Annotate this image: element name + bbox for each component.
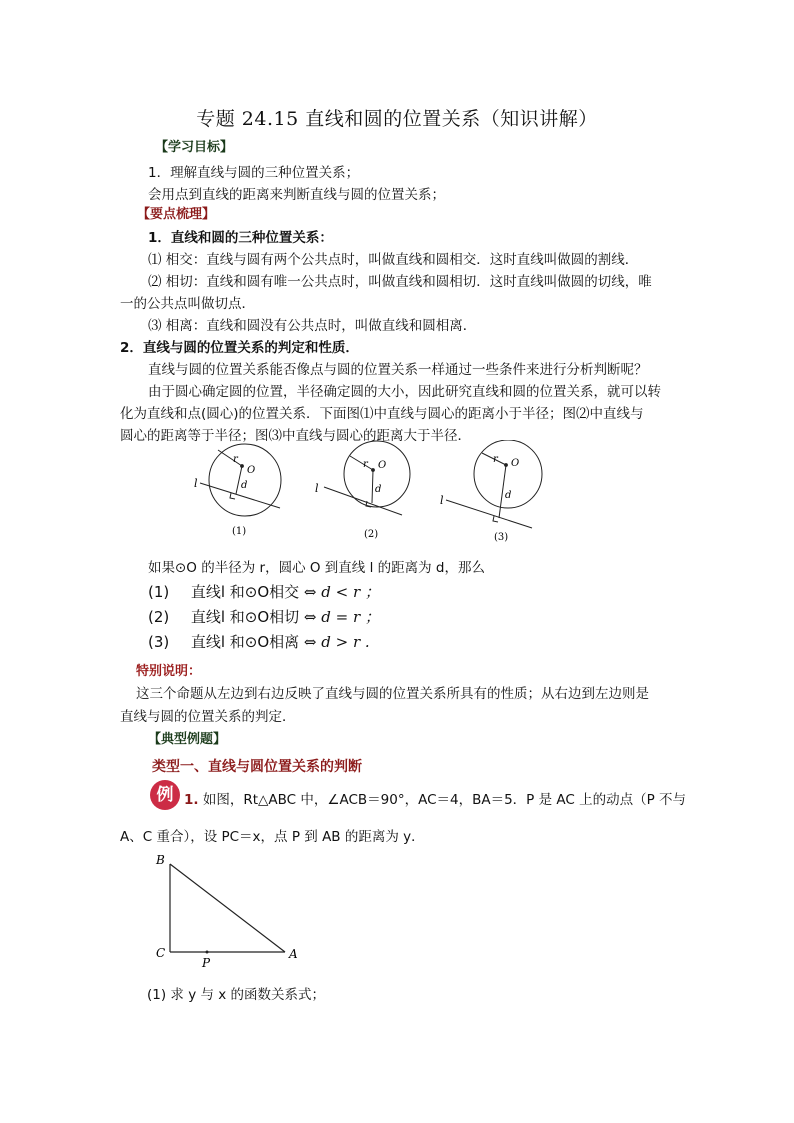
vertex-a-label: A [289,947,298,961]
figure-1-d-label: d [241,480,248,491]
condition-2 [148,606,380,627]
para2-line1: 由于圆心确定圆的位置，半径确定圆的大小，因此研究直线和圆的位置关系，就可以转 [148,384,661,400]
vertex-b-label: B [156,853,165,867]
figure-2-caption: (2) [364,529,379,540]
example-number: 1. [184,792,199,808]
para1: 直线与圆的位置关系能否像点与圆的位置关系一样通过一些条件来进行分析判断呢？ [148,362,648,378]
conditions-intro: 如果⊙O 的半径为 r，圆心 O 到直线 l 的距离为 d，那么 [148,560,485,576]
condition-3-rel: ⇔ d > r . [303,633,370,651]
question-1: (1) 求 y 与 x 的函数关系式； [147,987,326,1003]
condition-2-text: 直线l 和⊙O相切 [190,608,300,626]
condition-1-rel: ⇔ d < r ； [303,583,380,601]
circle-line-figures [180,440,560,550]
objectives-heading: 【学习目标】 [155,140,234,155]
figure-3-caption: (3) [494,532,509,543]
figure-3-r-label: r [493,454,498,465]
figure-3-o-label: O [511,458,520,469]
para2-line3: 圆心的距离等于半径；图⑶中直线与圆心的距离大于半径． [120,428,471,444]
triangle-abc [170,864,285,952]
para2-line2: 化为直线和点(圆心)的位置关系．下面图⑴中直线与圆心的距离小于半径；图⑵中直线与 [120,406,644,422]
condition-3-num: (3) [148,633,170,651]
figure-2-d-label: d [375,484,382,495]
vertex-c-label: C [156,946,166,960]
figure-1-o-label: O [247,465,256,476]
key-points-heading: 【要点梳理】 [137,207,216,222]
triangle-figure [150,850,310,975]
condition-3-text: 直线l 和⊙O相离 [190,633,300,651]
condition-3 [148,631,370,652]
condition-1 [148,581,380,602]
figure-1-r-label: r [233,454,238,465]
figure-3-l-label: l [440,494,444,507]
condition-1-num: (1) [148,583,170,601]
type1-heading: 类型一、直线与圆位置关系的判断 [152,759,362,775]
figure-2-r-label: r [363,459,368,470]
special-note-line1: 这三个命题从左边到右边反映了直线与圆的位置关系所具有的性质；从右边到左边则是 [136,686,649,702]
example-line2: A、C 重合），设 PC＝x，点 P 到 AB 的距离为 y． [120,829,425,845]
point2-title: 2．直线与圆的位置关系的判定和性质． [120,340,359,356]
point1-title: 1．直线和圆的三种位置关系： [148,230,333,246]
condition-1-text: 直线l 和⊙O相交 [190,583,300,601]
objective-item-1: 1．理解直线与圆的三种位置关系； [148,165,360,181]
point1-tangent-b: 一的公共点叫做切点． [120,296,255,312]
condition-2-rel: ⇔ d = r ； [303,608,380,626]
point1-tangent-a: ⑵ 相切：直线和圆有唯一公共点时，叫做直线和圆相切．这时直线叫做圆的切线，唯 [148,274,652,290]
figure-1-l-label: l [194,477,198,490]
figure-1-caption: (1) [232,526,247,537]
special-note-heading: 特别说明： [136,664,202,679]
condition-2-num: (2) [148,608,170,626]
figure-3-d-label: d [505,490,512,501]
page-title: 专题 24.15 直线和圆的位置关系（知识讲解） [196,108,598,130]
point1-intersect: ⑴ 相交：直线与圆有两个公共点时，叫做直线和圆相交．这时直线叫做圆的割线． [148,252,639,268]
objective-item-2: 会用点到直线的距离来判断直线与圆的位置关系； [148,187,445,203]
special-note-line2: 直线与圆的位置关系的判定． [120,709,296,725]
example-line1 [184,788,686,808]
point-p-label: P [202,956,211,970]
point1-separate: ⑶ 相离：直线和圆没有公共点时，叫做直线和圆相离． [148,318,477,334]
examples-heading: 【典型例题】 [148,732,227,747]
figure-2-o-label: O [378,460,387,471]
example-text-1: 如图，Rt△ABC 中，∠ACB＝90°，AC＝4，BA＝5．P 是 AC 上的动点（P 不与 [202,792,687,808]
figure-2-tangent [324,441,410,515]
figure-2-l-label: l [315,482,319,495]
example-badge: 例 [150,780,180,810]
point-p [206,951,209,954]
